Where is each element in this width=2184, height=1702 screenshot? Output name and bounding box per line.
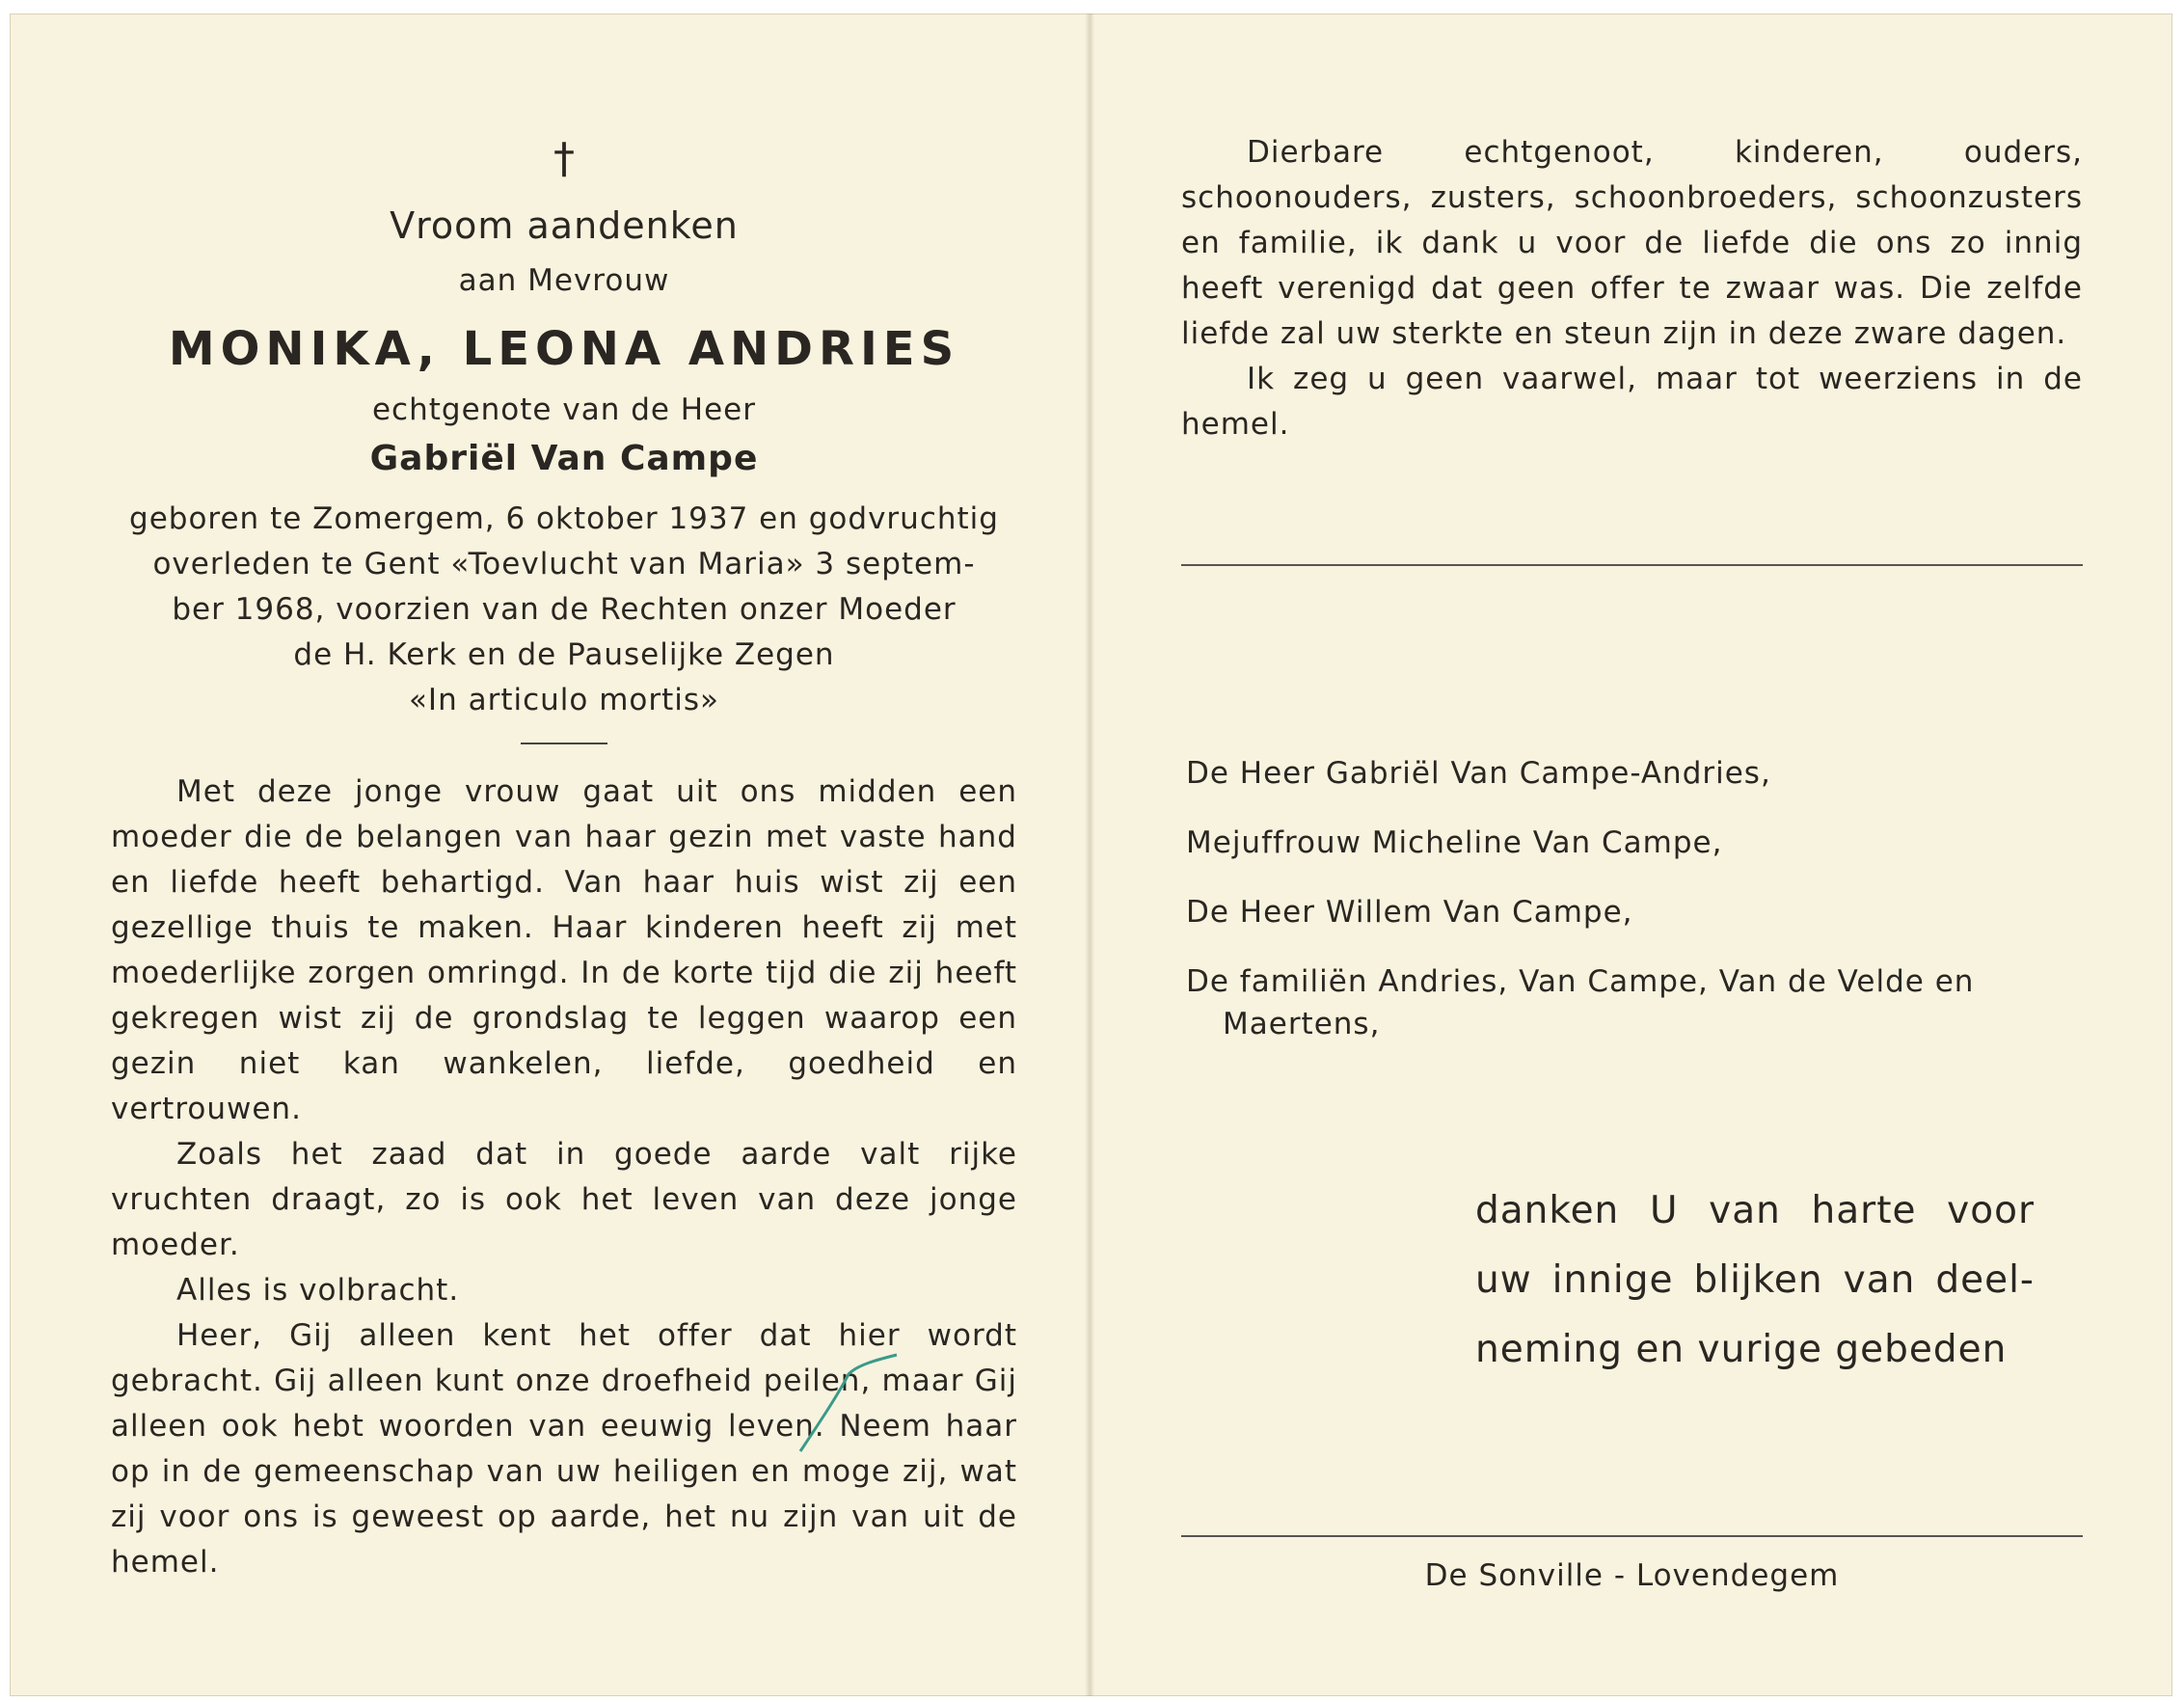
thanks-block (1475, 1176, 2035, 1385)
thanks-line: danken U van harte voor (1475, 1189, 2035, 1232)
bio-line: overleden te Gent «Toevlucht van Maria» 3 septem- (152, 547, 976, 581)
family-line: De Heer Willem Van Campe, (1186, 895, 1633, 930)
spouse-intro: echtgenote van de Heer (371, 392, 756, 427)
paragraph: Met deze jonge vrouw gaat uit ons midden een moeder die de belangen van haar gezin met vaste hand en liefde heeft behartigd. Van haar huis wist zij een gezellige thuis te maken. Haar kinderen heeft zij met moederlijke zorgen omringd. In de korte tijd die zij heeft gekregen wist zij de grondslag te leggen waarop een gezin niet kan wankelen, liefde, goedheid en vertrouwen. (111, 774, 1017, 1126)
thanks-line: neming en vurige gebeden (1475, 1328, 2008, 1371)
bio-line: ber 1968, voorzien van de Rechten onzer Moeder (172, 592, 957, 627)
card-fold (1085, 14, 1094, 1696)
right-page (1181, 130, 2083, 447)
bio-line: geboren te Zomergem, 6 oktober 1937 en godvruchtig (129, 501, 999, 536)
cross-symbol: † (553, 134, 575, 183)
spouse-name: Gabriël Van Campe (369, 439, 759, 478)
thanks-line: uw innige blijken van deel- (1475, 1258, 2035, 1302)
paragraph: Dierbare echtgenoot, kinderen, ouders, schoonouders, zusters, schoonbroeders, schoonzusters en familie, ik dank u voor de liefde die ons zo innig heeft verenigd dat geen offer te zwaar was. Die zelfde liefde zal uw sterkte en steun zijn in deze zware dagen. (1181, 135, 2083, 351)
divider (1181, 564, 2083, 566)
family-list (1186, 752, 2083, 1072)
dedication: aan Mevrouw (458, 263, 670, 298)
biography (111, 497, 1017, 723)
family-line: Mejuffrouw Micheline Van Campe, (1186, 825, 1723, 860)
divider (521, 743, 607, 744)
heading: Vroom aandenken (390, 204, 739, 247)
bio-line: «In articulo mortis» (408, 683, 720, 717)
family-line: Maertens, (1223, 1007, 1381, 1041)
paragraph: Heer, Gij alleen kent het offer dat hier wordt gebracht. Gij alleen kunt onze droefheid peilen, maar Gij alleen ook hebt woorden van eeuwig leven. Neem haar op in de gemeenschap van uw heiligen en moge zij, wat zij voor ons is geweest op aarde, het nu zijn van uit de hemel. (111, 1318, 1017, 1580)
paragraph: Ik zeg u geen vaarwel, maar tot weerziens in de hemel. (1181, 362, 2083, 442)
family-line: De familiën Andries, Van Campe, Van de Velde en (1186, 964, 1975, 999)
divider (1181, 1535, 2083, 1537)
bio-line: de H. Kerk en de Pauselijke Zegen (293, 637, 835, 672)
printer-credit: De Sonville - Lovendegem (1424, 1558, 1840, 1593)
paragraph: Alles is volbracht. (176, 1273, 460, 1308)
family-line: De Heer Gabriël Van Campe-Andries, (1186, 756, 1771, 791)
paragraph: Zoals het zaad dat in goede aarde valt rijke vruchten draagt, zo is ook het leven van deze jonge moeder. (111, 1137, 1017, 1262)
deceased-name: MONIKA, LEONA ANDRIES (168, 322, 960, 376)
ink-mark (791, 1345, 906, 1461)
